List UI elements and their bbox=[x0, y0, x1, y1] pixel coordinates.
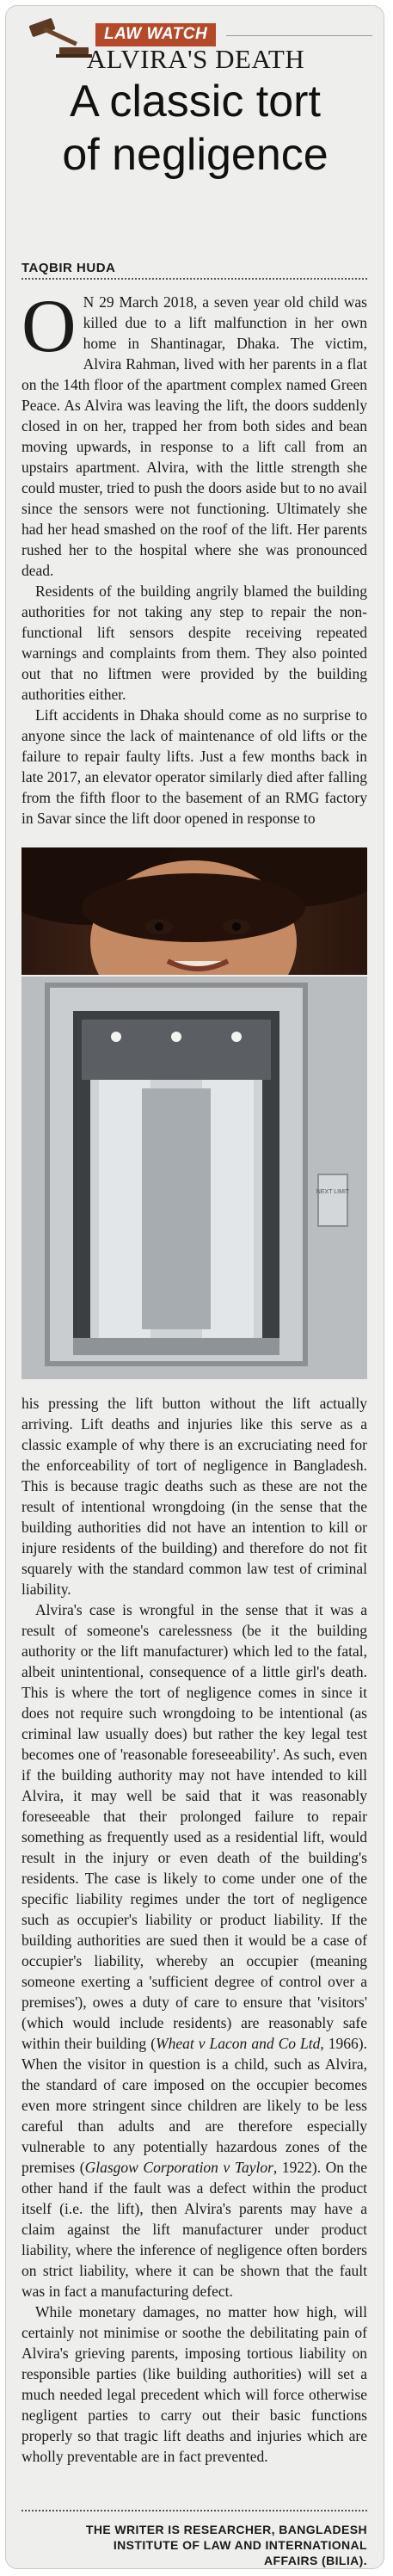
paragraph-text: , 1966). When the visitor in question is a child, such as Alvira, the standard of care imposed on the occupier becomes even more stringent since children are likely to be less careful than adults and are therefore especially vulnerable to any potentially hazardous zones of the premises ( bbox=[21, 2035, 367, 2176]
author-note-line: INSTITUTE OF LAW AND INTERNATIONAL bbox=[113, 2538, 367, 2552]
article-body-bottom bbox=[21, 1393, 367, 2467]
article-page bbox=[5, 5, 384, 2569]
paragraph: his pressing the lift button without the lift actually arriving. Lift deaths and injuries like this serve as a classic example of why there is an excruciating need for the enforceability of tort of negligence in Bangladesh. This is because tragic deaths such as these are not the result of intentional wrongdoing (in the sense that the building authorities did not have an intention to kill or injure residents of the building) and therefore do not fit squarely with the standard common law test of criminal liability. bbox=[21, 1395, 367, 1598]
byline: TAQBIR HUDA bbox=[21, 261, 116, 275]
case-citation: Wheat v Lacon and Co Ltd bbox=[156, 2035, 321, 2052]
author-note bbox=[21, 2522, 367, 2568]
headline bbox=[15, 75, 376, 182]
article-body-top bbox=[21, 285, 367, 829]
footer-divider bbox=[21, 2510, 367, 2511]
victim-photo-art bbox=[21, 847, 367, 975]
victim-photo bbox=[21, 847, 367, 975]
drop-cap: O bbox=[21, 285, 77, 368]
paragraph: Residents of the building angrily blamed the building authorities for not taking any step to repair the non-functional lift sensors despite receiving repeated warnings and complaints from them. They also pointed out that no liftmen were provided by the building authorities either. bbox=[21, 582, 367, 703]
header-rule bbox=[226, 35, 372, 36]
paragraph bbox=[21, 1599, 367, 2302]
author-note-line: AFFAIRS (BILIA). bbox=[264, 2554, 367, 2567]
lift-panel-label: NEXT LIMIT bbox=[316, 1189, 350, 1195]
byline-divider bbox=[21, 278, 367, 280]
headline-line-1: A classic tort bbox=[70, 77, 321, 126]
kicker: ALVIRA'S DEATH bbox=[86, 44, 305, 74]
headline-line-2: of negligence bbox=[62, 130, 329, 180]
elevator-photo bbox=[21, 977, 367, 1379]
paragraph: While monetary damages, no matter how high, will certainly not minimise or soothe the debilitating pain of Alvira's grieving parents, imposing tortious liability on responsible parties (like building authorities) will set a much needed legal precedent which will force otherwise negligent parties to carry out their basic functions properly so that tragic lift deaths and injuries which are wholly preventable are in fact prevented. bbox=[21, 2303, 367, 2465]
paragraph bbox=[21, 285, 367, 581]
paragraph: Lift accidents in Dhaka should come as no surprise to anyone since the lack of maintenance of old lifts or the failure to repair faulty lifts. Just a few months back in late 2017, an elevator operator similarly died after falling from the fifth floor to the basement of an RMG factory in Savar since the lift door opened in response to bbox=[21, 706, 367, 827]
author-note-line: THE WRITER IS RESEARCHER, BANGLADESH bbox=[85, 2523, 367, 2536]
paragraph-text: , 1922). On the other hand if the fault was a defect within the product itself (i.e. the lift), then Alvira's parents may have a claim against the lift manufacturer under product liability, where the inference of negligence often borders on strict liability, where it can be shown that the fault was in fact a manufacturing defect. bbox=[21, 2159, 367, 2300]
paragraph-text: N 29 March 2018, a seven year old child was killed due to a lift malfunction in her own home in Shantinagar, Dhaka. The victim, Alvira Rahman, lived with her parents in a flat on the 14th floor of the apartment complex named Green Peace. As Alvira was leaving the lift, the doors suddenly closed in on her, trapped her from both sides and bean moving upwards, in response to a lift call from an upstairs apartment. Alvira, with the little strength she could muster, tried to push the doors aside but to no avail since the sensors were not functioning. Ultimately she had her head smashed on the roof of the lift. Her parents rushed her to the hospital where she was pronounced dead. bbox=[21, 293, 367, 579]
section-label: LAW WATCH bbox=[95, 23, 216, 46]
case-citation: Glasgow Corporation v Taylor bbox=[84, 2159, 273, 2176]
paragraph-text: Alvira's case is wrongful in the sense that it was a result of someone's carelessness (be it the building authority or the lift manufacturer) which led to the fatal, albeit unintentional, consequence of a little girl's death. This is where the tort of negligence comes in since it does not require such wrongdoing to be intentional (as criminal law usually does) but rather the key legal test becomes one of 'reasonable foreseeability'. As such, even if the building authority may not have intended to kill Alvira, it may well be said that it was reasonably foreseeable that their prolonged failure to repair something as frequently used as a residential lift, would result in the injury or even death of the building's residents. The case is likely to come under one of the specific liability regimes under the tort of negligence such as occupier's liability or product liability. If the building authorities are sued then it would be a case of occupier's liability, whereby an occupier (meaning someone exerting a 'sufficient degree of control over a premises'), owes a duty of care to ensure that 'visitors' (which would include residents) are reasonably safe within their building ( bbox=[21, 1601, 367, 2052]
elevator-photo-art bbox=[21, 977, 367, 1379]
